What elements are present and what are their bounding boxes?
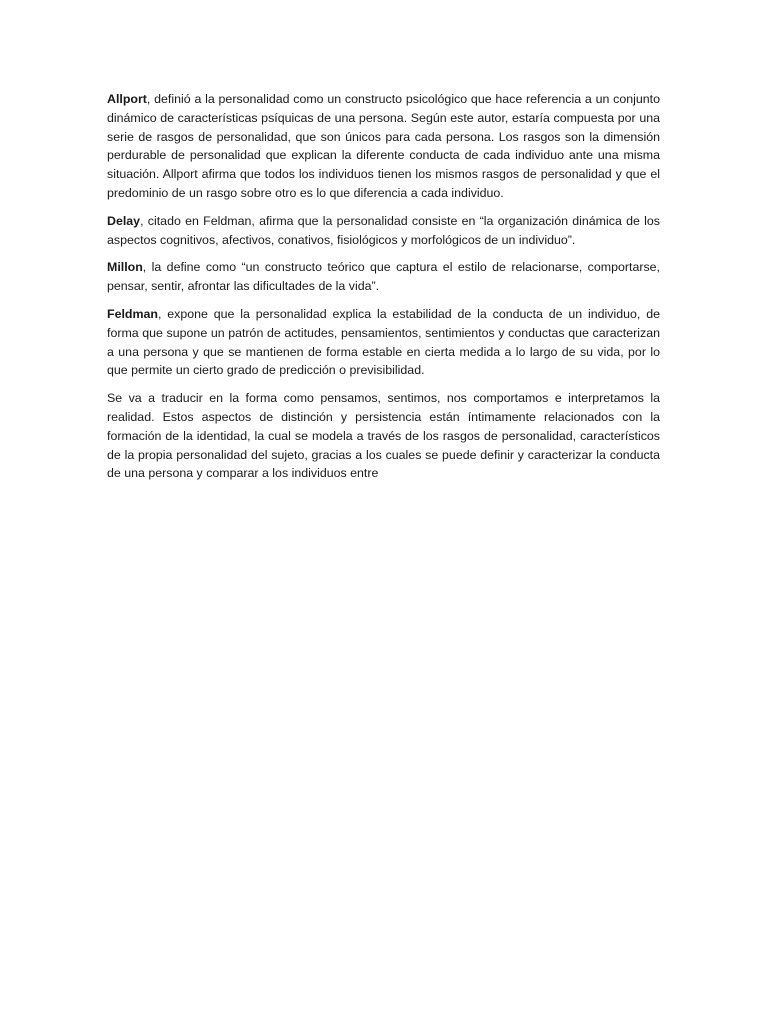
paragraph-text: Se va a traducir en la forma como pensamos, sentimos, nos comportamos e interpretamos la realidad. Estos aspectos de distinción y persistencia están íntimamente relacionados con la formación de la identidad, la cual se modela a través de los rasgos de personalidad, característicos de la propia personalidad del sujeto, gracias a los cuales se puede definir y caracterizar la conducta de una persona y comparar a los individuos entre — [107, 391, 660, 481]
paragraph-feldman — [107, 305, 660, 380]
author-name: Millon — [107, 260, 143, 275]
document-body — [107, 90, 660, 492]
paragraph-text: , expone que la personalidad explica la estabilidad de la conducta de un individuo, de forma que supone un patrón de actitudes, pensamientos, sentimientos y conductas que caracterizan a una persona y que se mantienen de forma estable en cierta medida a lo largo de su vida, por lo que permite un cierto grado de predicción o previsibilidad. — [107, 306, 660, 378]
author-name: Delay — [107, 213, 141, 228]
paragraph-text: , la define como “un constructo teórico que captura el estilo de relacionarse, comportarse, pensar, sentir, afrontar las dificultades de la vida”. — [107, 260, 660, 294]
paragraph-text: , definió a la personalidad como un constructo psicológico que hace referencia a un conjunto dinámico de características psíquicas de una persona. Según este autor, estaría compuesta por una serie de rasgos de personalidad, que son únicos para cada persona. Los rasgos son la dimensión perdurable de personalidad que explican la diferente conducta de cada individuo ante una misma situación. Allport afirma que todos los individuos tienen los mismos rasgos de personalidad y que el predominio de un rasgo sobre otro es lo que diferencia a cada individuo. — [107, 92, 660, 200]
paragraph-delay — [107, 212, 660, 250]
author-name: Allport — [107, 92, 147, 106]
author-name: Feldman — [107, 306, 158, 321]
paragraph-allport — [107, 90, 660, 203]
paragraph-millon — [107, 258, 660, 296]
paragraph-text: , citado en Feldman, afirma que la personalidad consiste en “la organización dinámica de los aspectos cognitivos, afectivos, conativos, fisiológicos y morfológicos de un individuo”. — [107, 213, 660, 247]
paragraph-summary — [107, 389, 660, 483]
